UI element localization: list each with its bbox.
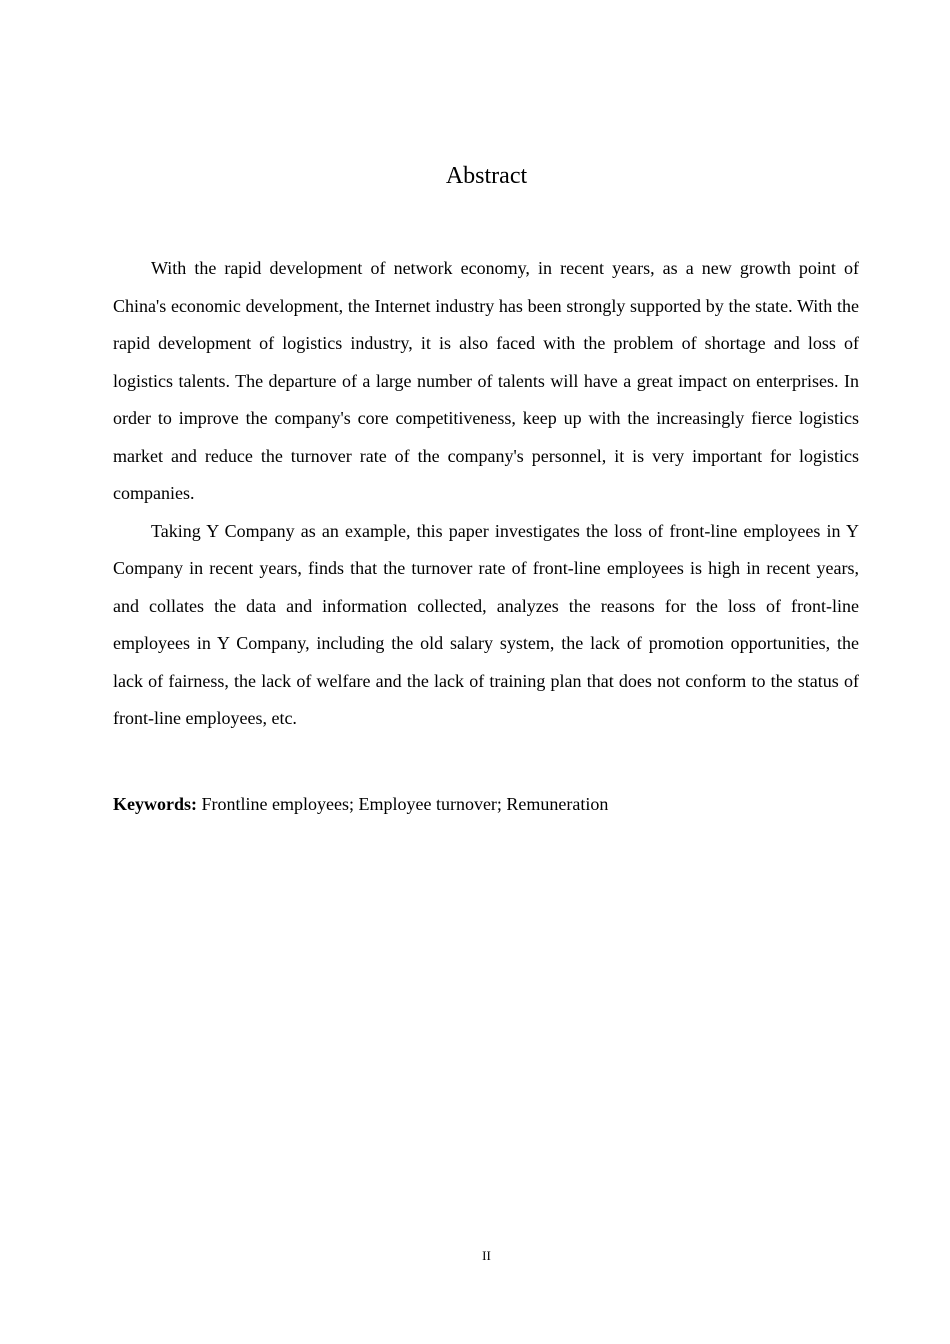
abstract-title: Abstract: [445, 163, 528, 189]
keywords-text: Frontline employees; Employee turnover; Remuneration: [197, 794, 609, 814]
keywords-label: Keywords:: [113, 794, 197, 814]
abstract-paragraph-2: Taking Y Company as an example, this paper investigates the loss of front-line employees in Y Company in recent years, finds that the turnover rate of front-line employees is high in recent years, and collates the data and information collected, analyzes the reasons for the loss of front-line employees in Y Company, including the old salary system, the lack of promotion opportunities, the lack of fairness, the lack of welfare and the lack of training plan that does not conform to the status of front-line employees, etc.: [113, 520, 859, 728]
page-number: II: [482, 1248, 491, 1263]
keywords-line: [113, 788, 859, 820]
abstract-body: [113, 250, 859, 738]
abstract-paragraph-1: With the rapid development of network economy, in recent years, as a new growth point of China's economic development, the Internet industry has been strongly supported by the state. With the rapid development of logistics industry, it is also faced with the problem of shortage and loss of logistics talents. The departure of a large number of talents will have a great impact on enterprises. In order to improve the company's core competitiveness, keep up with the increasingly fierce logistics market and reduce the turnover rate of the company's personnel, it is very important for logistics companies.: [113, 258, 859, 503]
